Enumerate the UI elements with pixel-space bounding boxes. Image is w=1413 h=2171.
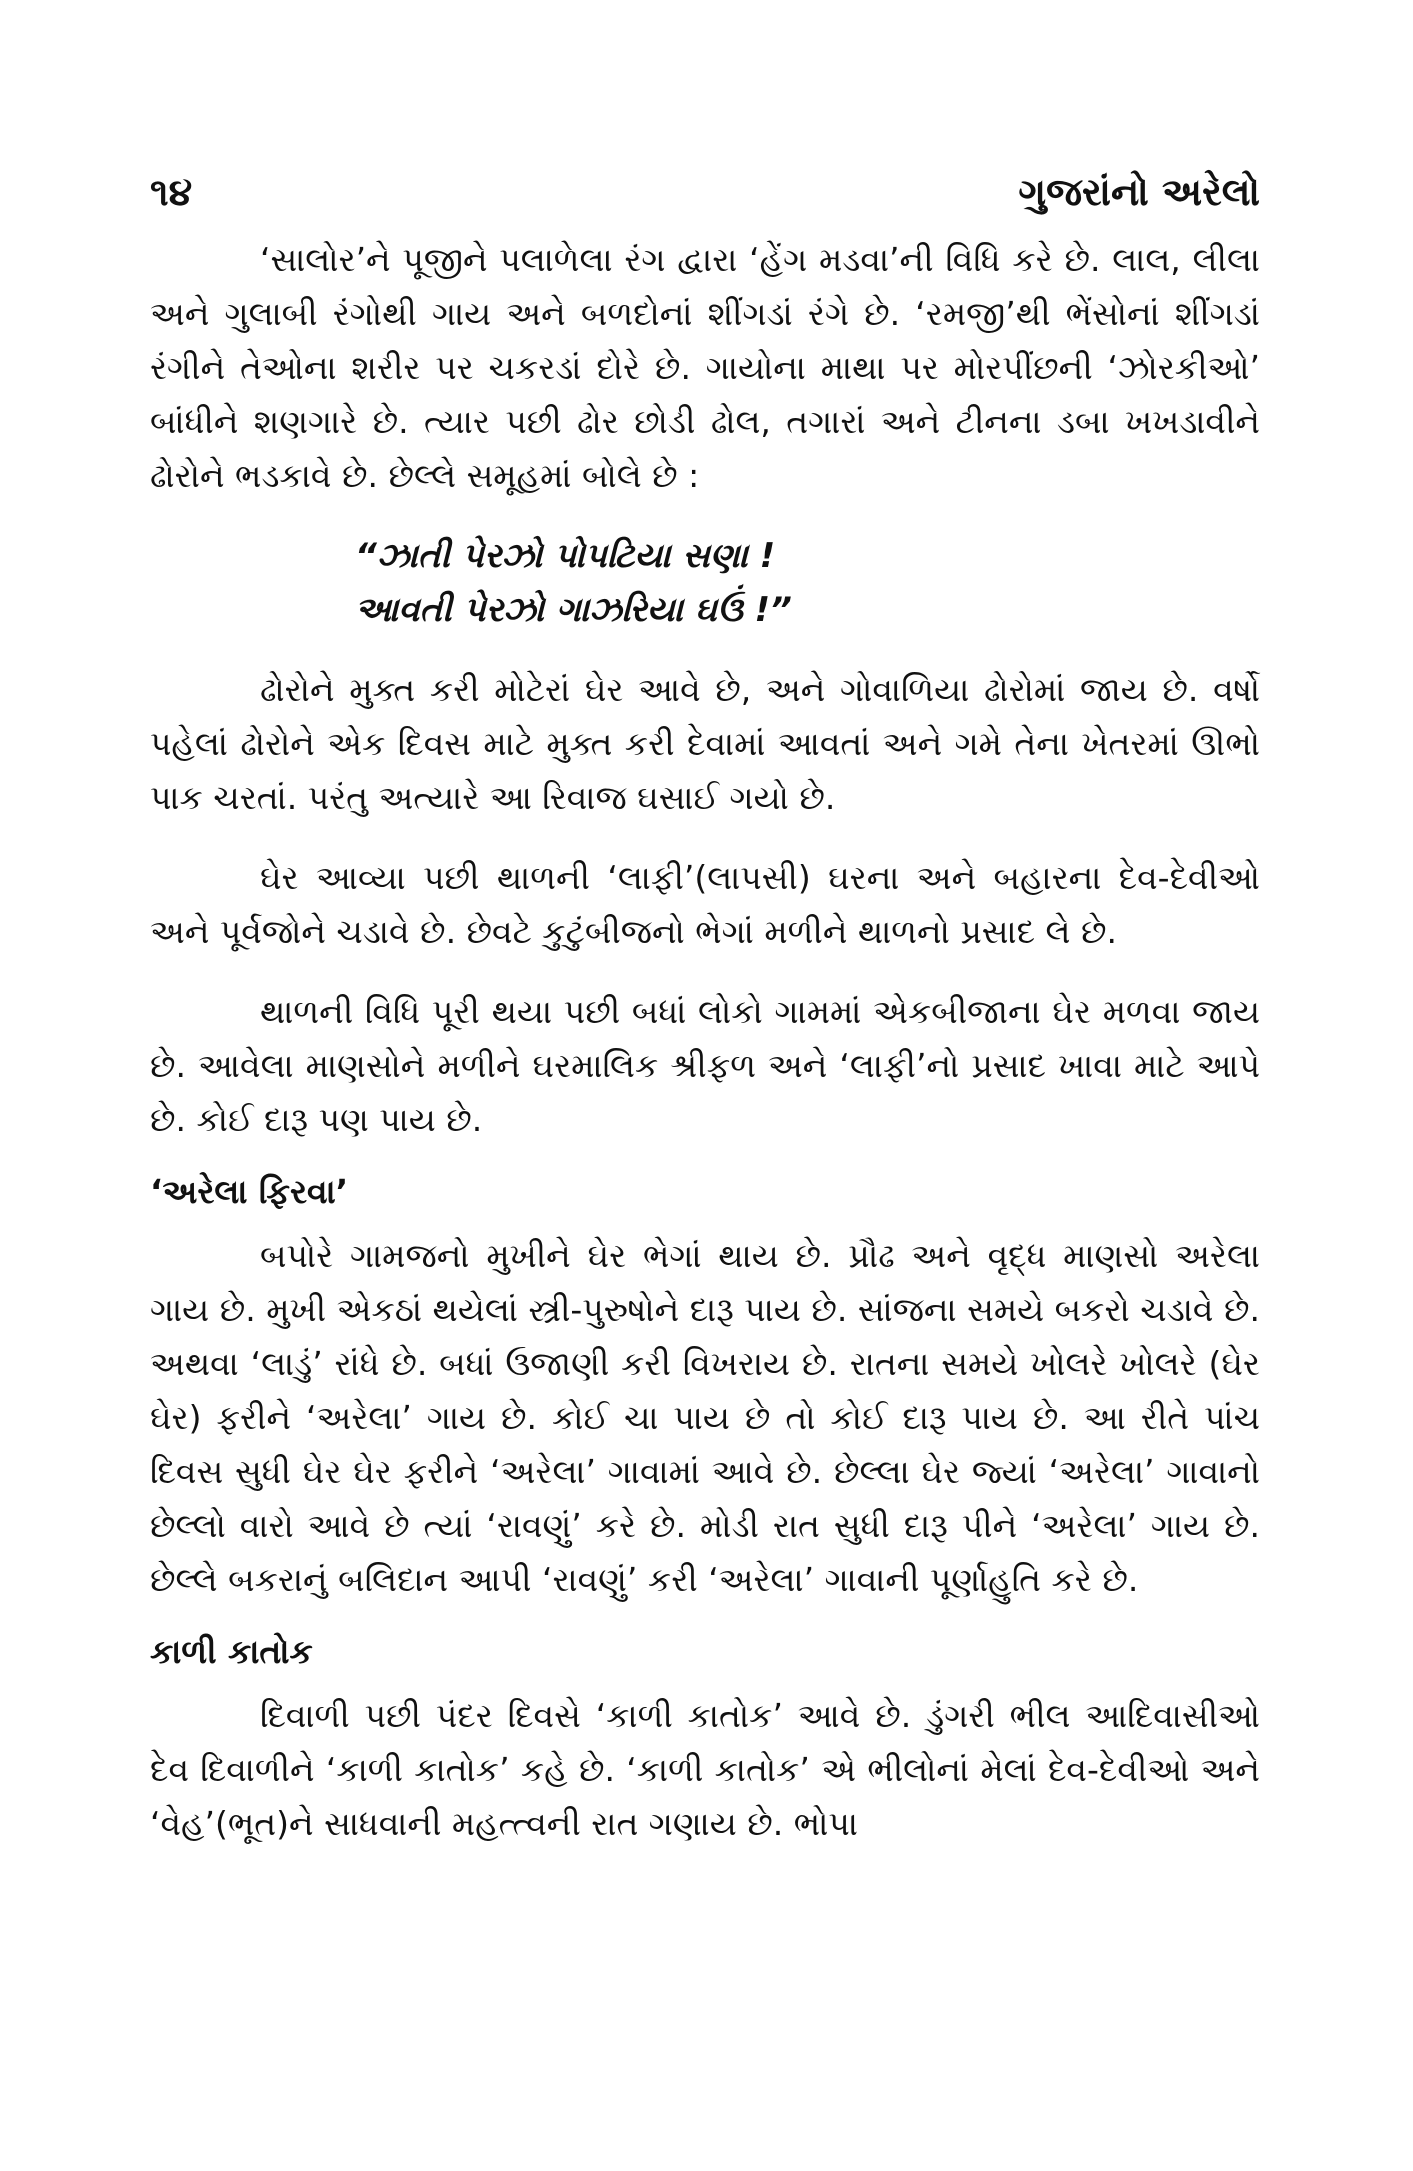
paragraph: દિવાળી પછી પંદર દિવસે ‘કાળી કાતોક’ આવે છે. ડુંગરી ભીલ આદિવાસીઓ દેવ દિવાળીને ‘કાળી કાતોક’ કહે છે. ‘કાળી કાતોક’ એ ભીલોનાં મેલાં દેવ-દેવીઓ અને ‘વેહ’(ભૂત)ને સાધવાની મહત્ત્વની રાત ગણાય છે. ભોપા	[150, 1696, 1260, 1843]
paragraph: બપોરે ગામજનો મુખીને ઘેર ભેગાં થાય છે. પ્રૌઢ અને વૃદ્ધ માણસો અરેલા ગાય છે. મુખી એકઠાં થયેલાં સ્ત્રી-પુરુષોને દારૂ પાય છે. સાંજના સમયે બકરો ચડાવે છે. અથવા ‘લાડું’ રાંધે છે. બધાં ઉજાણી કરી વિખરાય છે. રાતના સમયે ખોલરે ખોલરે (ઘેર ઘેર) ફરીને ‘અરેલા’ ગાય છે. કોઈ ચા પાય છે તો કોઈ દારૂ પાય છે. આ રીતે પાંચ દિવસ સુધી ઘેર ઘેર ફરીને ‘અરેલા’ ગાવામાં આવે છે. છેલ્લા ઘેર જ્યાં ‘અરેલા’ ગાવાનો છેલ્લો વારો આવે છે ત્યાં ‘રાવણું’ કરે છે. મોડી રાત સુધી દારૂ પીને ‘અરેલા’ ગાય છે. છેલ્લે બકરાનું બલિદાન આપી ‘રાવણું’ કરી ‘અરેલા’ ગાવાની પૂર્ણાહુતિ કરે છે.	[150, 1236, 1260, 1599]
verse-line: આવતી પેરઝો ગાઝરિયા ઘઉં !”	[355, 590, 792, 630]
running-header	[150, 170, 1260, 215]
paragraph: ઢોરોને મુક્ત કરી મોટેરાં ઘેર આવે છે, અને ગોવાળિયા ઢોરોમાં જાય છે. વર્ષો પહેલાં ઢોરોને એક દિવસ માટે મુક્ત કરી દેવામાં આવતાં અને ગમે તેના ખેતરમાં ઊભો પાક ચરતાં. પરંતુ અત્યારે આ રિવાજ ઘસાઈ ગયો છે.	[150, 670, 1260, 817]
paragraph: થાળની વિધિ પૂરી થયા પછી બધાં લોકો ગામમાં એકબીજાના ઘેર મળવા જાય છે. આવેલા માણસોને મળીને ઘરમાલિક શ્રીફળ અને ‘લાફી’નો પ્રસાદ ખાવા માટે આપે છે. કોઈ દારૂ પણ પાય છે.	[150, 992, 1260, 1139]
page-number: ૧૪	[150, 170, 193, 214]
paragraph: ઘેર આવ્યા પછી થાળની ‘લાફી’(લાપસી) ઘરના અને બહારના દેવ-દેવીઓ અને પૂર્વજોને ચડાવે છે. છેવટે કુટુંબીજનો ભેગાં મળીને થાળનો પ્રસાદ લે છે.	[150, 858, 1260, 951]
running-title: ગુજરાંનો અરેલો	[1018, 170, 1260, 214]
verse-block	[355, 529, 1260, 637]
book-page	[150, 170, 1260, 1877]
section-heading: ‘અરેલા ફિરવા’	[150, 1172, 349, 1211]
section-heading: કાળી કાતોક	[150, 1632, 313, 1671]
verse-line: “ઝાતી પેરઝો પોપટિયા સણા !	[355, 536, 776, 576]
paragraph: ‘સાલોર’ને પૂજીને પલાળેલા રંગ દ્વારા ‘હેંગ મડવા’ની વિધિ કરે છે. લાલ, લીલા અને ગુલાબી રંગોથી ગાય અને બળદોનાં શીંગડાં રંગે છે. ‘રમજી’થી ભેંસોનાં શીંગડાં રંગીને તેઓના શરીર પર ચકરડાં દોરે છે. ગાયોના માથા પર મોરપીંછની ‘ઝોરકીઓ’ બાંધીને શણગારે છે. ત્યાર પછી ઢોર છોડી ઢોલ, તગારાં અને ટીનના ડબા ખખડાવીને ઢોરોને ભડકાવે છે. છેલ્લે સમૂહમાં બોલે છે :	[150, 240, 1260, 495]
